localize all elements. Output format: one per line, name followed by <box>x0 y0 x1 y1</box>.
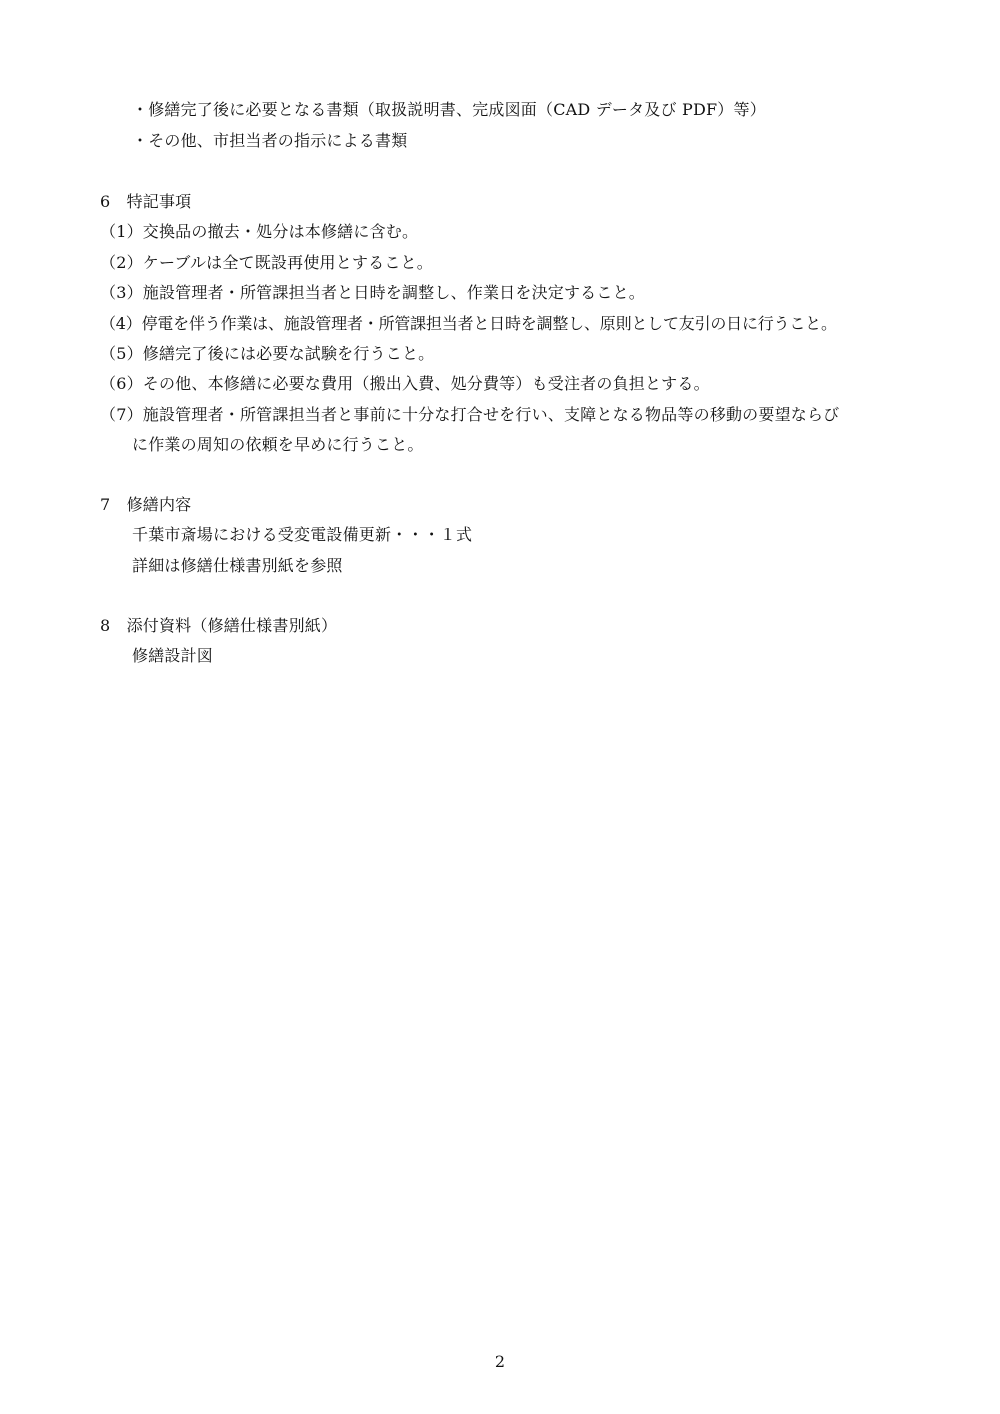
section-8-line-1: 修繕設計図 <box>132 646 214 665</box>
section-6-item-7: （7）施設管理者・所管課担当者と事前に十分な打合せを行い、支障となる物品等の移動の要望ならび <box>100 405 840 424</box>
section-7-line-1: 千葉市斎場における受変電設備更新・・・１式 <box>132 525 473 544</box>
section-6-item-2: （2）ケーブルは全て既設再使用とすること。 <box>100 253 433 272</box>
bullet-required-documents: ・修繕完了後に必要となる書類（取扱説明書、完成図面（CAD データ及び PDF）等） <box>132 100 766 119</box>
section-7-heading: 7 修繕内容 <box>100 495 192 514</box>
section-6-heading: 6 特記事項 <box>100 192 192 211</box>
section-6-item-5: （5）修繕完了後には必要な試験を行うこと。 <box>100 344 435 363</box>
section-7-line-2: 詳細は修繕仕様書別紙を参照 <box>132 556 343 575</box>
section-6-item-6: （6）その他、本修繕に必要な費用（搬出入費、処分費等）も受注者の負担とする。 <box>100 374 710 393</box>
bullet-other-documents: ・その他、市担当者の指示による書類 <box>132 131 408 150</box>
section-6-item-7-continued: に作業の周知の依頼を早めに行うこと。 <box>132 435 424 454</box>
section-6-item-3: （3）施設管理者・所管課担当者と日時を調整し、作業日を決定すること。 <box>100 283 645 302</box>
section-6-item-1: （1）交換品の撤去・処分は本修繕に含む。 <box>100 222 419 241</box>
section-8-heading: 8 添付資料（修繕仕様書別紙） <box>100 616 338 635</box>
section-6-item-4: （4）停電を伴う作業は、施設管理者・所管課担当者と日時を調整し、原則として友引の日に行うこと。 <box>100 314 837 333</box>
page-number: 2 <box>494 1352 506 1371</box>
